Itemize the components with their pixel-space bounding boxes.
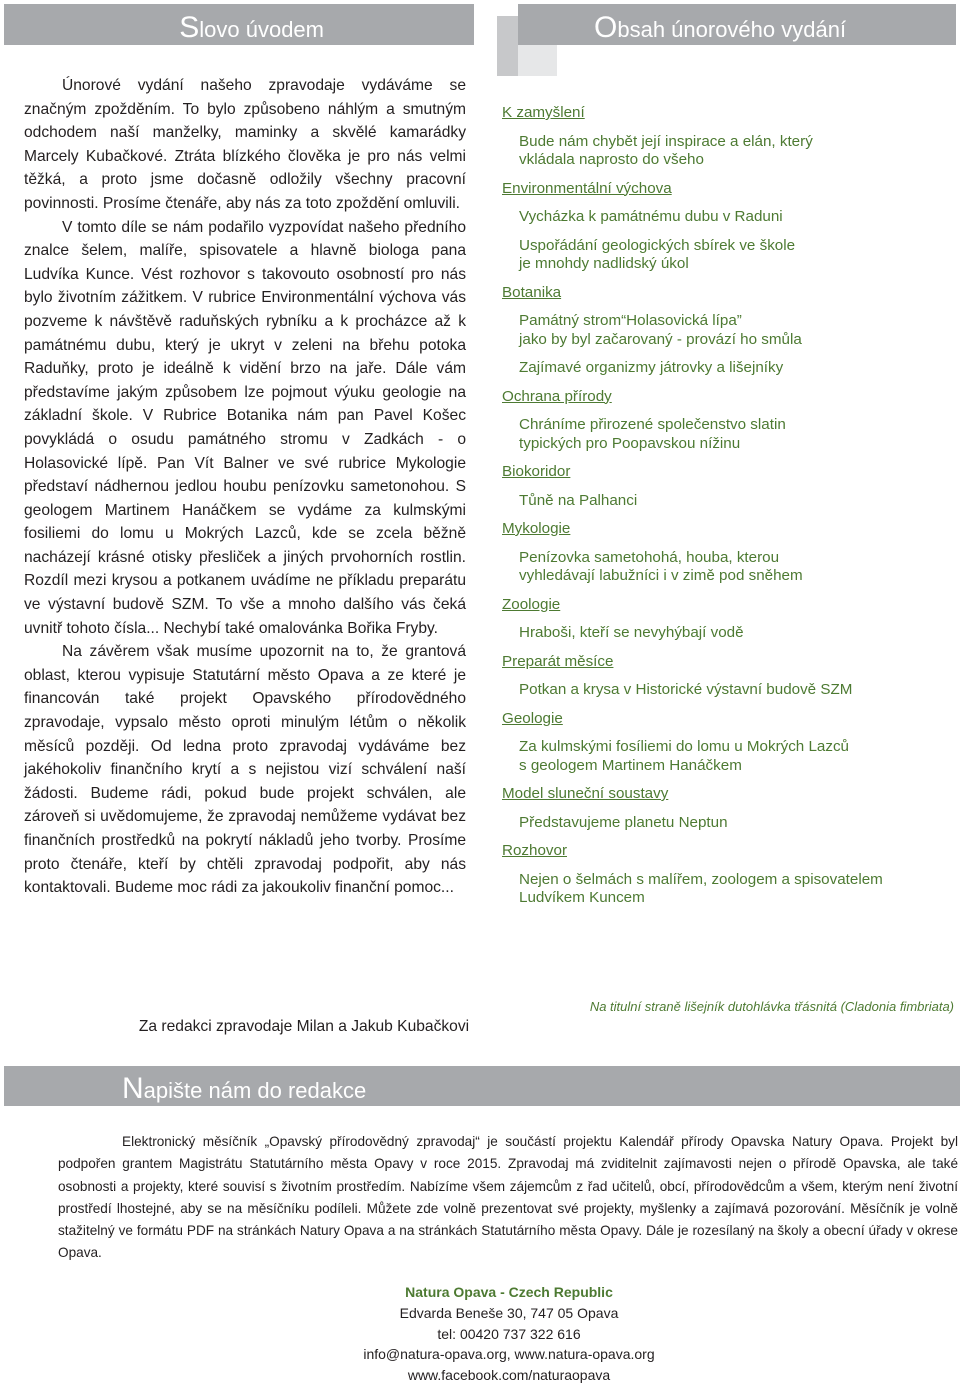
contact-web-link[interactable]: info@natura-opava.org, www.natura-opava.org <box>363 1346 655 1363</box>
table-of-contents <box>502 104 952 918</box>
toc-entry[interactable] <box>502 492 952 511</box>
contact-org: Natura Opava - Czech Republic <box>405 1284 613 1300</box>
toc-entry[interactable] <box>502 871 952 908</box>
about-text <box>58 1131 958 1265</box>
toc-entry[interactable] <box>502 681 952 700</box>
toc-entry-line: Zajímavé organizmy játrovky a lišejníky <box>519 359 784 376</box>
toc-section <box>502 596 952 643</box>
header-contact-initial: N <box>122 1072 144 1105</box>
toc-entry-line: je mnohdy nadlidský úkol <box>519 255 689 272</box>
header-contents <box>518 4 956 45</box>
toc-entry-line: Potkan a krysa v Historické výstavní budově SZM <box>519 681 853 698</box>
header-intro-title: lovo úvodem <box>199 17 324 42</box>
toc-section <box>502 842 952 908</box>
toc-entry[interactable] <box>502 133 952 170</box>
toc-entry-line: Ludvíkem Kuncem <box>519 889 645 906</box>
toc-section-heading[interactable]: Botanika <box>502 283 562 301</box>
toc-entry-line: s geologem Martinem Hanáčkem <box>519 756 742 774</box>
toc-entry[interactable] <box>502 208 952 227</box>
toc-entry-line: Bude nám chybět její inspirace a elán, který <box>519 132 813 150</box>
contact-phone: tel: 00420 737 322 616 <box>437 1325 581 1342</box>
header-contents-title: bsah únorového vydání <box>617 17 847 42</box>
toc-entry[interactable] <box>502 237 952 274</box>
toc-entry-line: Představujeme planetu Neptun <box>519 813 728 831</box>
toc-entry-line: Penízovka sametohohá, houba, kterou <box>519 548 780 566</box>
toc-entry[interactable] <box>502 814 952 833</box>
header-contents-initial: O <box>594 11 618 44</box>
contact-facebook-link[interactable]: www.facebook.com/naturaopava <box>407 1367 611 1384</box>
toc-entry[interactable] <box>502 312 952 349</box>
toc-section <box>502 785 952 832</box>
toc-entry-line: Za kulmskými fosíliemi do lomu u Mokrých Lazců <box>519 738 850 755</box>
toc-section-heading[interactable]: Biokoridor <box>502 463 571 480</box>
toc-entry[interactable] <box>502 359 952 378</box>
toc-entry[interactable] <box>502 738 952 775</box>
contact-address: Edvarda Beneše 30, 747 05 Opava <box>399 1304 619 1321</box>
contact-block <box>300 1282 718 1386</box>
intro-paragraph: Únorové vydání našeho zpravodaje vydáváme se značným zpožděním. To bylo způsobeno náhlým a smutným odchodem naší manželky, maminky a skvělé kamarádky Marcely Kubačkové. Ztráta blízkého člověka je pro nás velmi těžká, a proto jsme dočasně odložily všechny pracovní povinnosti. Prosíme čtenáře, aby nás za toto zpoždění omluvili. <box>24 77 466 212</box>
intro-signature: Za redakci zpravodaje Milan a Jakub Kubačkovi <box>138 1018 470 1035</box>
toc-entry-line: vyhledávají labužníci i v zimě pod sněhem <box>519 567 803 584</box>
toc-entry-line: Vycházka k památnému dubu v Raduni <box>519 208 783 225</box>
header-contact <box>4 1066 960 1106</box>
toc-section <box>502 520 952 586</box>
toc-section <box>502 710 952 776</box>
toc-section-heading[interactable]: Mykologie <box>502 520 571 537</box>
header-intro-initial: S <box>179 11 200 44</box>
toc-section-heading[interactable]: Zoologie <box>502 595 561 613</box>
toc-entry-line: Nejen o šelmách s malířem, zoologem a spisovatelem <box>519 870 883 888</box>
decor-square-inner <box>518 45 557 76</box>
toc-section-heading[interactable]: Rozhovor <box>502 842 567 859</box>
toc-section-heading[interactable]: Ochrana přírody <box>502 387 612 405</box>
about-paragraph: Elektronický měsíčník „Opavský přírodovědný zpravodaj“ je součástí projektu Kalendář přírody Opavska Natury Opava. Projekt byl podpořen grantem Magistrátu Statutárního města Opavy v roce 2015. Zpravodaj má zviditelnit zajímavosti nejen o přírodě Opavska, ale také osobnosti a projekty, které souvisí s životním prostředím. Nabízíme všem zájemcům z řad učitelů, obcí, přírodovědcům a všem, kterým není životní prostředí lhostejné, aby se na měsíčníku podíleli. Můžete zde volně prezentovat své projekty, myšlenky a zajímavá pozorování. Měsíčník je volně stažitelný ve formátu PDF na stránkách Natury Opava a na stránkách Statutárního města Opavy. Dále je rozesílaný na školy a obecní úřady v okrese Opava. <box>58 1134 958 1261</box>
toc-section-heading[interactable]: Model sluneční soustavy <box>502 785 669 802</box>
cover-caption: Na titulní straně lišejník dutohlávka třásnitá (Cladonia fimbriata) <box>589 999 954 1014</box>
toc-section-heading[interactable]: K zamyšlení <box>502 104 585 121</box>
toc-entry-line: Chráníme přirozené společenstvo slatin <box>519 416 786 433</box>
toc-section <box>502 104 952 170</box>
toc-entry-line: Památný strom“Holasovická lípa” <box>519 312 742 329</box>
toc-entry[interactable] <box>502 549 952 586</box>
intro-paragraph: V tomto díle se nám podařilo vyzpovídat našeho předního znalce šelem, malíře, spisovatele a hlavně biologa pana Ludvíka Kunce. Vést rozhovor s takovouto osobností pro nás bylo životním zážitkem. V rubrice Environmentální výchova vás pozveme k návštěvě raduňských rybníku a k procházce až k památnému dubu, který je ukryt v zeleni na břehu potoka Raduňky, proto je ideálně k vidění brzo na jaře. Dále vám představíme jakým způsobem lze pojmout výuku geologie na základní škole. V Rubrice Botanika nám pan Pavel Košec povykládá o osudu památného stromu v Zadkách - o Holasovické lípě. Pan Vít Balner ve své rubrice Mykologie představí nádhernou jedlou houbu penízovku sametonohou. S geologem Martinem Hanáčkem se vydáme za kulmskými fosiliemi do lomu u Mokrých Lazců, kde se zcela běžně nacházejí krásné otisky přesliček a jiných prvohorních rostlin. Rozdíl mezi krysou a potkanem uvádíme ne příkladu preparátu ve výstavní budově SZM. To vše a mnoho dalšího vás čeká uvnitř tohoto čísla... Nechybí také omalovánka Bořika Fryby. <box>24 218 466 637</box>
intro-paragraph: Na závěrem však musíme upozornit na to, že grantová oblast, kterou vypisuje Statutární město Opava a ze které je financován také projekt Opavského přírodovědného zpravodaje, vypsalo město oproti minulým létům o několik měsíců později. Od ledna proto zpravodaj vydáváme bez jakéhokoliv finančního krytí a s nejistou vizí schválení naší žádosti. Budeme rádi, pokud bude projekt schválen, ale zároveň si uvědomujeme, že zpravodaj nemůžeme vydávat bez finančních prostředků na pokrytí nákladů jeho tvorby. Prosíme proto čtenáře, kteří by chtěli zpravodaj podpořit, aby nás kontaktovali. Budeme moc rádi za jakoukoliv finanční pomoc... <box>24 643 466 897</box>
toc-section <box>502 284 952 378</box>
toc-entry-line: jako by byl začarovaný - provází ho smůla <box>519 330 802 348</box>
toc-entry-line: Tůně na Palhanci <box>519 491 638 509</box>
toc-entry[interactable] <box>502 416 952 453</box>
toc-entry-line: Uspořádání geologických sbírek ve škole <box>519 236 796 254</box>
toc-section-heading[interactable]: Preparát měsíce <box>502 652 614 670</box>
toc-entry[interactable] <box>502 624 952 643</box>
header-intro <box>4 4 474 45</box>
toc-section <box>502 463 952 510</box>
toc-entry-line: typických pro Poopavskou nížinu <box>519 434 741 452</box>
toc-entry-line: vkládala naprosto do všeho <box>519 151 704 168</box>
intro-text <box>24 74 466 900</box>
toc-section-heading[interactable]: Geologie <box>502 709 563 727</box>
toc-section <box>502 180 952 274</box>
header-contact-title: apište nám do redakce <box>143 1078 367 1103</box>
toc-entry-line: Hraboši, kteří se nevyhýbají vodě <box>519 624 744 641</box>
toc-section <box>502 388 952 454</box>
toc-section <box>502 653 952 700</box>
toc-section-heading[interactable]: Environmentální výchova <box>502 179 672 197</box>
